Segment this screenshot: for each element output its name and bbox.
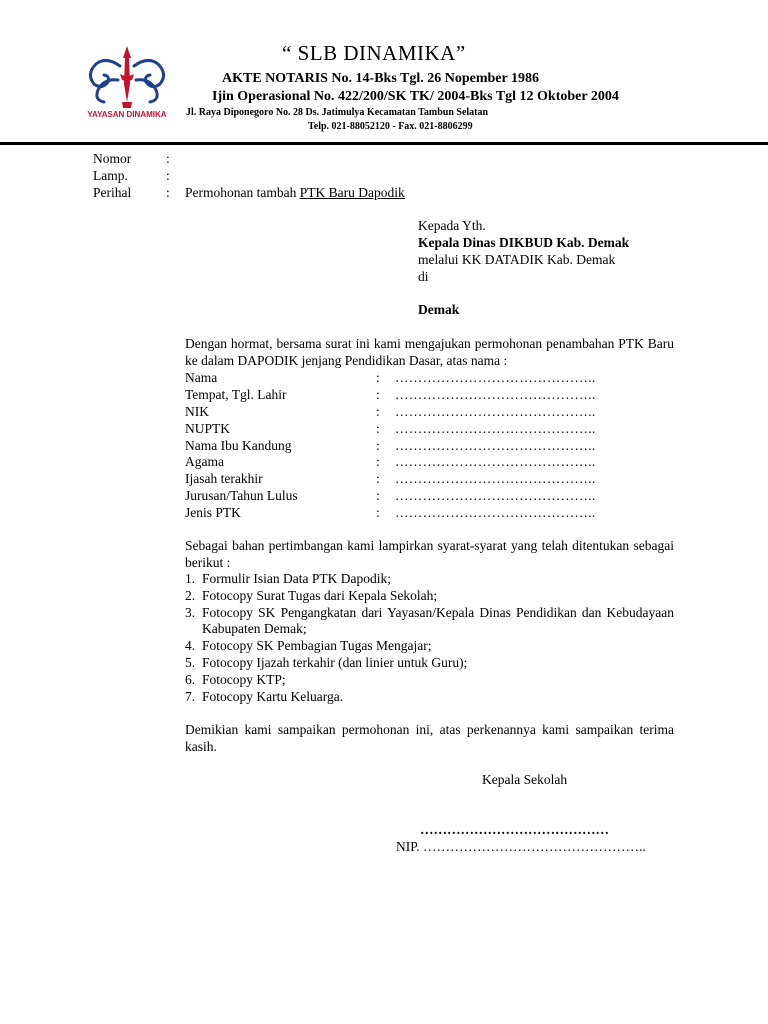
list-text: Fotocopy SK Pengangkatan dari Yayasan/Kepala Dinas Pendidikan dan Kebudayaan Kabupaten Demak; <box>202 604 674 637</box>
perihal-label: Perihal <box>93 185 132 200</box>
closing-paragraph: Demikian kami sampaikan permohonan ini, atas perkenannya kami sampaikan terima kasih. <box>185 722 674 754</box>
recipient-greeting: Kepada Yth. <box>418 218 486 233</box>
signatory-title: Kepala Sekolah <box>482 772 568 787</box>
field-label: Ijasah terakhir <box>185 471 263 487</box>
field-colon: : <box>376 386 380 402</box>
field-label: Tempat, Tgl. Lahir <box>185 386 287 402</box>
field-label: NIK <box>185 403 209 419</box>
field-label: Nama <box>185 370 218 385</box>
phone-fax: Telp. 021-88052120 - Fax. 021-8806299 <box>308 121 473 132</box>
list-item <box>185 689 674 706</box>
field-colon: : <box>376 454 380 470</box>
perihal-value <box>185 185 405 201</box>
list-number: 2. <box>185 587 196 603</box>
list-item <box>185 638 674 655</box>
field-label: NUPTK <box>185 420 231 436</box>
list-item <box>185 672 674 689</box>
list-item <box>185 588 674 605</box>
field-label: Nama Ibu Kandung <box>185 437 292 453</box>
list-item <box>185 571 674 588</box>
recipient-via: melalui KK DATADIK Kab. Demak <box>418 252 616 267</box>
list-text: Fotocopy Ijazah terkahir (dan linier untuk Guru); <box>202 654 468 670</box>
list-number: 4. <box>185 638 196 654</box>
field-colon: : <box>376 437 380 453</box>
school-name: “ SLB DINAMIKA” <box>282 41 466 65</box>
list-number: 5. <box>185 654 196 670</box>
field-label: Jenis PTK <box>185 505 241 521</box>
list-item <box>185 655 674 672</box>
field-label: Jurusan/Tahun Lulus <box>185 488 298 504</box>
requirements-list <box>185 571 674 705</box>
field-colon: : <box>376 403 380 419</box>
perihal-subject: PTK Baru Dapodik <box>299 185 405 200</box>
ijin-operasional: Ijin Operasional No. 422/200/SK TK/ 2004-Bks Tgl 12 Oktober 2004 <box>212 89 619 104</box>
field-value: …………………………………….. <box>395 370 596 385</box>
list-text: Fotocopy Kartu Keluarga. <box>202 688 344 704</box>
lamp-label: Lamp. <box>93 168 128 183</box>
perihal-prefix: Permohonan tambah <box>185 185 300 200</box>
list-text: Formulir Isian Data PTK Dapodik; <box>202 571 391 586</box>
list-number: 7. <box>185 688 196 704</box>
list-item <box>185 605 674 639</box>
field-colon: : <box>376 370 380 385</box>
field-value: …………………………………….. <box>395 437 596 453</box>
address: Jl. Raya Diponegoro No. 28 Ds. Jatimulya Kecamatan Tambun Selatan <box>186 107 489 118</box>
field-colon: : <box>376 488 380 504</box>
list-text: Fotocopy SK Pembagian Tugas Mengajar; <box>202 638 432 654</box>
perihal-colon: : <box>166 185 170 200</box>
signatory-name-line: …………………………………… <box>420 822 609 837</box>
recipient-city: Demak <box>418 302 460 317</box>
field-value: …………………………………….. <box>395 488 596 504</box>
list-number: 3. <box>185 604 196 620</box>
field-value: …………………………………….. <box>395 471 596 487</box>
list-number: 1. <box>185 571 196 586</box>
field-value: …………………………………….. <box>395 386 596 402</box>
field-value: …………………………………….. <box>395 403 596 419</box>
field-colon: : <box>376 471 380 487</box>
field-value: …………………………………….. <box>395 505 596 521</box>
opening-paragraph: Dengan hormat, bersama surat ini kami mengajukan permohonan penambahan PTK Baru ke dalam DAPODIK jenjang Pendidikan Dasar, atas nama : <box>185 336 674 368</box>
field-colon: : <box>376 420 380 436</box>
field-value: …………………………………….. <box>395 454 596 470</box>
list-text: Fotocopy KTP; <box>202 671 286 687</box>
lamp-colon: : <box>166 168 170 183</box>
requirements-intro: Sebagai bahan pertimbangan kami lampirkan syarat-syarat yang telah ditentukan sebagai berikut : <box>185 538 674 570</box>
signatory-nip: NIP. ………………………………………….. <box>396 839 646 854</box>
field-value: …………………………………….. <box>395 420 596 436</box>
logo-caption: YAYASAN DINAMIKA <box>87 110 167 119</box>
letterhead-divider <box>0 142 768 145</box>
field-label: Agama <box>185 454 224 470</box>
nomor-colon: : <box>166 151 170 166</box>
list-number: 6. <box>185 671 196 687</box>
nomor-label: Nomor <box>93 151 132 166</box>
akte-notaris: AKTE NOTARIS No. 14-Bks Tgl. 26 Nopember 1986 <box>222 71 539 86</box>
recipient-title: Kepala Dinas DIKBUD Kab. Demak <box>418 235 630 250</box>
field-colon: : <box>376 505 380 521</box>
list-text: Fotocopy Surat Tugas dari Kepala Sekolah; <box>202 587 438 603</box>
recipient-di: di <box>418 269 429 284</box>
